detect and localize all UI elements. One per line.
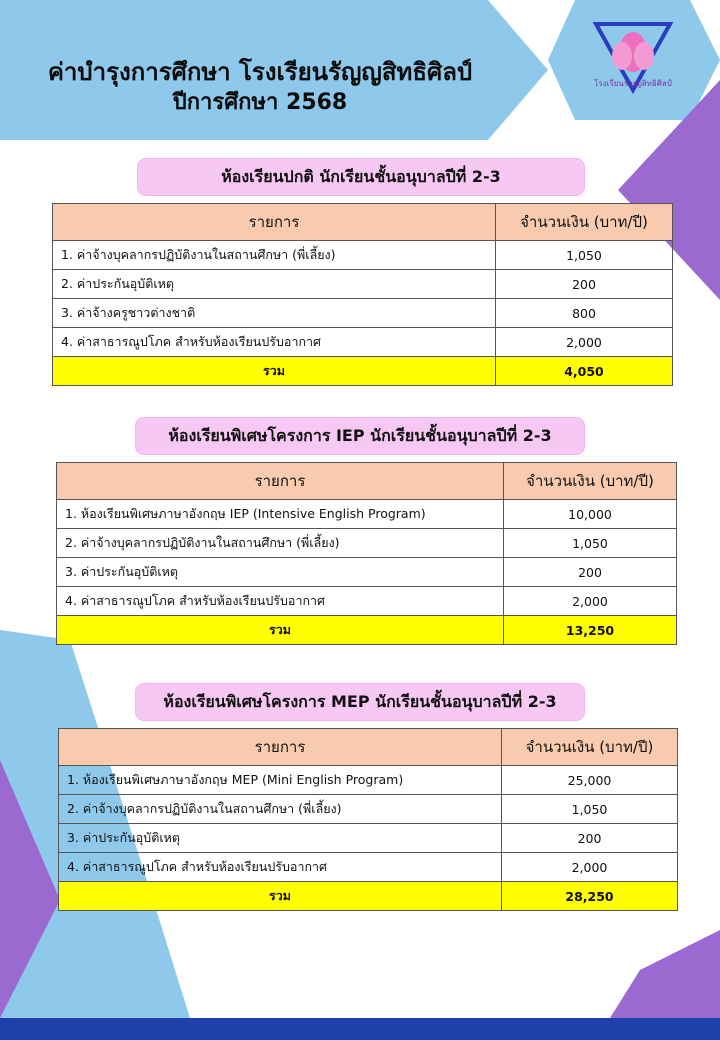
total-label: รวม (59, 882, 502, 911)
table-row (57, 558, 677, 587)
amount-cell: 800 (496, 299, 673, 328)
table-row (59, 824, 678, 853)
amount-cell: 25,000 (502, 766, 678, 795)
column-header-amount: จำนวนเงิน (บาท/ปี) (496, 204, 673, 241)
total-amount: 28,250 (502, 882, 678, 911)
school-logo-icon (578, 20, 688, 100)
column-header-amount: จำนวนเงิน (บาท/ปี) (502, 729, 678, 766)
section-title-regular: ห้องเรียนปกติ นักเรียนชั้นอนุบาลปีที่ 2-3 (138, 159, 584, 195)
page-title: ค่าบำรุงการศึกษา โรงเรียนรัญญสิทธิศิลป์ (47, 58, 473, 86)
logo-text: โรงเรียนรัญญสิทธิศิลป์ (594, 79, 672, 88)
table-row (59, 766, 678, 795)
item-cell: 4. ค่าสาธารณูปโภค สำหรับห้องเรียนปรับอากาศ (59, 853, 502, 882)
amount-cell: 1,050 (504, 529, 677, 558)
table-header-row (57, 463, 677, 500)
item-cell: 2. ค่าจ้างบุคลากรปฏิบัติงานในสถานศึกษา (พี่เลี้ยง) (59, 795, 502, 824)
table-row (59, 853, 678, 882)
amount-cell: 2,000 (496, 328, 673, 357)
table-row (57, 587, 677, 616)
item-cell: 3. ค่าประกันอุบัติเหตุ (59, 824, 502, 853)
amount-cell: 2,000 (502, 853, 678, 882)
amount-cell: 1,050 (502, 795, 678, 824)
total-label: รวม (57, 616, 504, 645)
footer-bar (0, 1018, 720, 1040)
amount-cell: 200 (496, 270, 673, 299)
table-row (59, 795, 678, 824)
page-subtitle: ปีการศึกษา 2568 (172, 90, 348, 115)
amount-cell: 200 (504, 558, 677, 587)
section-title-iep: ห้องเรียนพิเศษโครงการ IEP นักเรียนชั้นอนุบาลปีที่ 2-3 (136, 418, 584, 454)
total-label: รวม (53, 357, 496, 386)
table-row (53, 270, 673, 299)
column-header-item: รายการ (53, 204, 496, 241)
total-row (59, 882, 678, 911)
amount-cell: 200 (502, 824, 678, 853)
item-cell: 2. ค่าจ้างบุคลากรปฏิบัติงานในสถานศึกษา (พี่เลี้ยง) (57, 529, 504, 558)
table-header-row (53, 204, 673, 241)
total-amount: 4,050 (496, 357, 673, 386)
bottom-purple-shape (610, 930, 720, 1018)
total-row (57, 616, 677, 645)
item-cell: 1. ห้องเรียนพิเศษภาษาอังกฤษ MEP (Mini English Program) (59, 766, 502, 795)
column-header-amount: จำนวนเงิน (บาท/ปี) (504, 463, 677, 500)
table-header-row (59, 729, 678, 766)
item-cell: 1. ค่าจ้างบุคลากรปฏิบัติงานในสถานศึกษา (พี่เลี้ยง) (53, 241, 496, 270)
fee-table-mep (58, 728, 678, 911)
item-cell: 2. ค่าประกันอุบัติเหตุ (53, 270, 496, 299)
fee-table-regular (52, 203, 673, 386)
table-row (53, 299, 673, 328)
amount-cell: 10,000 (504, 500, 677, 529)
total-amount: 13,250 (504, 616, 677, 645)
section-title-mep: ห้องเรียนพิเศษโครงการ MEP นักเรียนชั้นอนุบาลปีที่ 2-3 (136, 684, 584, 720)
column-header-item: รายการ (57, 463, 504, 500)
table-row (57, 500, 677, 529)
table-row (53, 328, 673, 357)
table-row (53, 241, 673, 270)
total-row (53, 357, 673, 386)
amount-cell: 2,000 (504, 587, 677, 616)
item-cell: 3. ค่าจ้างครูชาวต่างชาติ (53, 299, 496, 328)
item-cell: 4. ค่าสาธารณูปโภค สำหรับห้องเรียนปรับอากาศ (57, 587, 504, 616)
amount-cell: 1,050 (496, 241, 673, 270)
table-row (57, 529, 677, 558)
item-cell: 3. ค่าประกันอุบัติเหตุ (57, 558, 504, 587)
fee-table-iep (56, 462, 677, 645)
column-header-item: รายการ (59, 729, 502, 766)
item-cell: 1. ห้องเรียนพิเศษภาษาอังกฤษ IEP (Intensive English Program) (57, 500, 504, 529)
item-cell: 4. ค่าสาธารณูปโภค สำหรับห้องเรียนปรับอากาศ (53, 328, 496, 357)
